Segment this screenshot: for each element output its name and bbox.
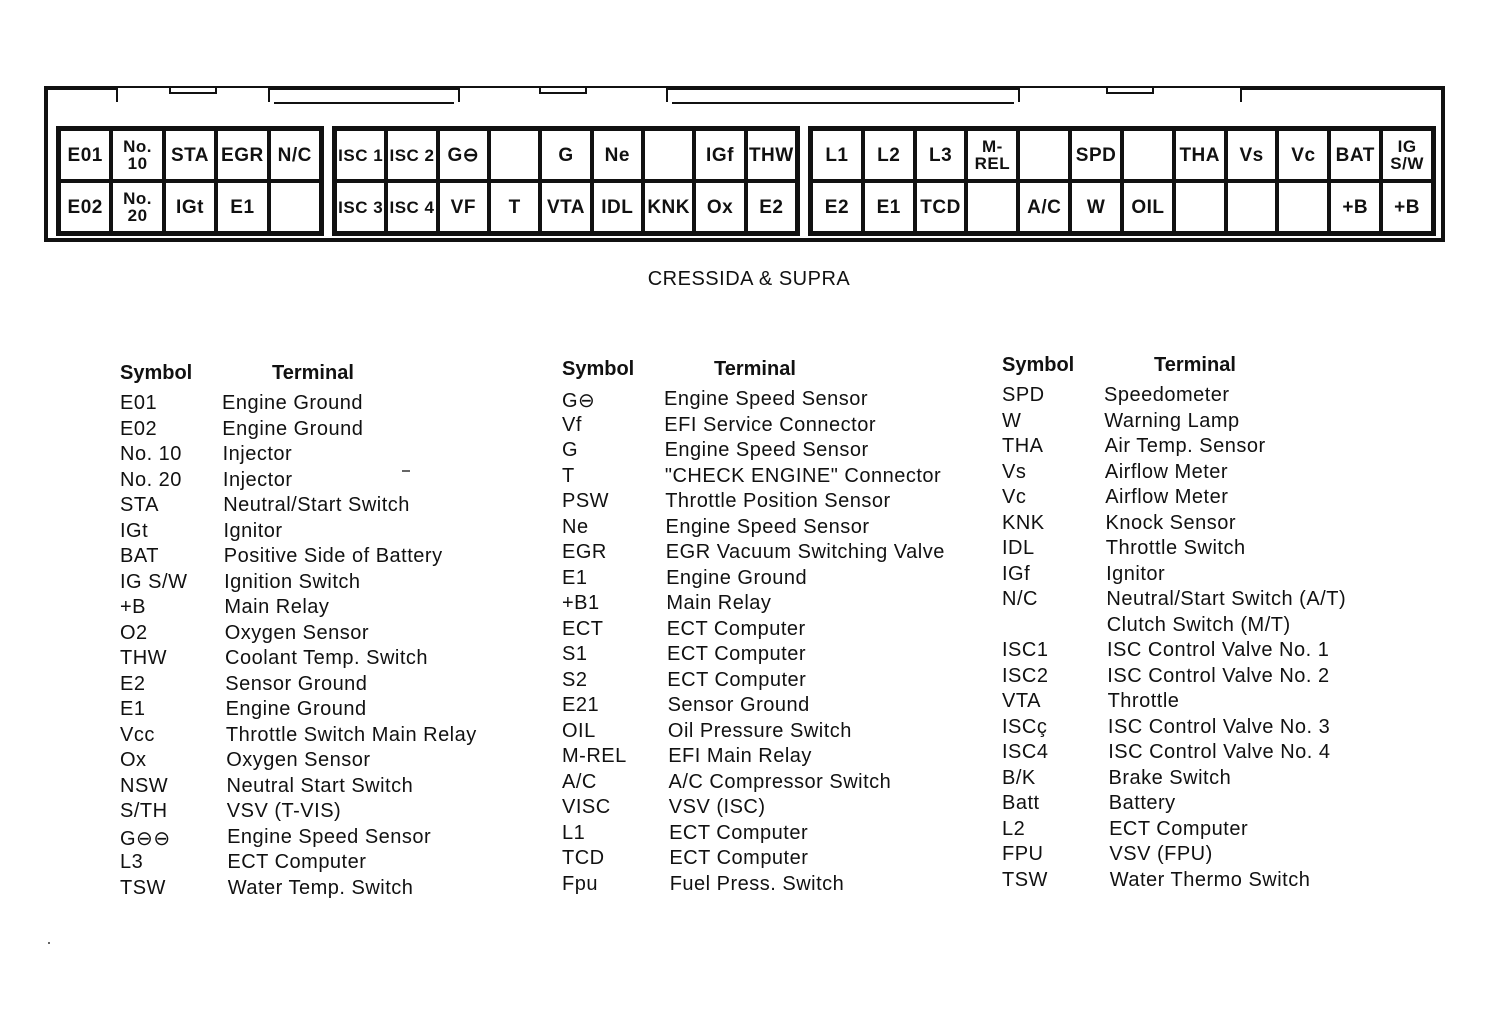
terminal-header: Terminal [714,358,796,380]
legend-row [120,571,560,597]
terminal-symbol: G [562,439,579,461]
connector-ridge [672,102,1014,110]
terminal-description: Engine Speed Sensor [664,439,869,461]
terminal-description: Engine Ground [225,698,367,720]
terminal-symbol: Vc [1002,486,1027,508]
connector-pin: Ox [694,181,745,233]
legend-row [562,541,1002,567]
legend-row [1002,537,1442,563]
legend-row [120,469,560,495]
terminal-description: Ignitor [223,519,283,542]
terminal-description: EFI Main Relay [668,745,812,767]
terminal-symbol: L1 [562,821,586,844]
ecu-connector-diagram [44,86,1445,242]
terminal-description: "CHECK ENGINE" Connector [664,464,942,487]
scan-speck [48,942,50,944]
legend-row [1002,716,1442,742]
connector-latch-1 [116,86,270,102]
terminal-symbol: L3 [120,851,144,873]
terminal-description: VSV (ISC) [668,796,766,818]
terminal-description: ISC Control Valve No. 2 [1107,664,1330,687]
terminal-description: ISC Control Valve No. 1 [1107,639,1330,661]
terminal-symbol: TCD [562,847,605,869]
legend-row [120,545,560,571]
terminal-symbol: BAT [120,545,159,567]
terminal-description: ECT Computer [227,851,367,873]
connector-pin: IGf [694,129,745,181]
connector-ridge [274,102,454,110]
terminal-symbol: FPU [1002,843,1044,865]
terminal-symbol: E2 [120,672,146,695]
terminal-header: Terminal [1154,354,1236,376]
connector-pin: THW [746,129,797,181]
legend-row [1002,639,1442,665]
terminal-symbol: M-REL [562,745,627,767]
terminal-symbol: TSW [120,876,166,899]
terminal-symbol: NSW [120,774,169,797]
connector-pin: L1 [811,129,863,181]
terminal-symbol: No. 10 [120,443,182,465]
legend-row [1002,767,1442,793]
terminal-symbol: N/C [1002,588,1038,610]
connector-pin: T [489,181,540,233]
legend-row [562,388,1002,414]
connector-pin: E1 [216,181,268,233]
legend-row [1002,614,1442,640]
terminal-symbol: Fpu [562,872,598,895]
terminal-description: Speedometer [1104,384,1230,406]
terminal-header: Terminal [272,362,354,384]
connector-pin: L3 [915,129,967,181]
connector-pin: Ne [592,129,643,181]
connector-pin: L2 [863,129,915,181]
terminal-description: EFI Service Connector [664,413,876,436]
terminal-description: Knock Sensor [1105,511,1237,534]
connector-pin: THA [1174,129,1226,181]
legend-row [562,822,1002,848]
terminal-symbol: IGf [1002,562,1031,585]
connector-block-1 [56,126,324,236]
terminal-symbol: L2 [1002,817,1026,840]
terminal-symbol: ISC2 [1002,664,1049,687]
terminal-description: ECT Computer [667,643,807,665]
legend-row [562,771,1002,797]
terminal-description: Water Temp. Switch [227,876,414,899]
legend-row [562,873,1002,899]
terminal-description: Coolant Temp. Switch [225,647,429,669]
terminal-symbol: A/C [562,770,597,793]
connector-pin: EGR [216,129,268,181]
legend-row [1002,792,1442,818]
terminal-symbol: S/TH [120,800,168,822]
terminal-description: Engine Ground [222,417,364,440]
terminal-symbol: IGt [120,519,149,542]
legend-row [120,418,560,444]
connector-pin: OIL [1122,181,1174,233]
terminal-description: Water Thermo Switch [1109,868,1311,891]
legend-row [562,490,1002,516]
terminal-description: ECT Computer [666,617,806,640]
connector-pin: Vc [1277,129,1329,181]
legend-row [562,439,1002,465]
terminal-description: VSV (FPU) [1109,843,1213,865]
terminal-symbol: VTA [1002,690,1041,712]
legend-row [120,443,560,469]
connector-pin: ISC 4 [386,181,437,233]
terminal-description: Oxygen Sensor [226,749,371,771]
terminal-description: Engine Ground [222,392,364,414]
terminal-symbol: +B [120,596,147,618]
connector-pin: VTA [540,181,591,233]
legend-row [562,567,1002,593]
terminal-description: Main Relay [224,596,330,618]
connector-pin [1226,181,1278,233]
connector-pin: E01 [59,129,111,181]
terminal-description: ECT Computer [1109,817,1249,840]
terminal-symbol: E1 [120,698,146,720]
connector-pin: ISC 3 [335,181,386,233]
connector-pin [489,129,540,181]
terminal-description: Throttle Switch Main Relay [225,723,477,746]
connector-pin: KNK [643,181,694,233]
legend-row [562,516,1002,542]
legend-row [120,596,560,622]
terminal-symbol: SPD [1002,384,1045,406]
terminal-description: Oil Pressure Switch [667,719,852,742]
legend-row [120,673,560,699]
terminal-symbol: No. 20 [120,468,182,491]
connector-pin: No. 10 [111,129,163,181]
connector-pin: BAT [1329,129,1381,181]
terminal-description: ECT Computer [667,668,807,691]
connector-pin [1122,129,1174,181]
connector-pin: W [1070,181,1122,233]
terminal-description: Sensor Ground [225,672,368,695]
connector-pin: No. 20 [111,181,163,233]
terminal-symbol: Vcc [120,723,155,746]
legend-row [120,826,560,852]
legend-row [1002,384,1442,410]
legend-row [562,796,1002,822]
connector-pin [269,181,321,233]
legend-row [1002,665,1442,691]
connector-pin [966,181,1018,233]
legend-row [1002,461,1442,487]
connector-pin: STA [164,129,216,181]
connector-pin: E2 [811,181,863,233]
connector-pin: Vs [1226,129,1278,181]
connector-pin: G⊖ [438,129,489,181]
connector-pin: E1 [863,181,915,233]
connector-pin: +B [1329,181,1381,233]
connector-pin: N/C [269,129,321,181]
terminal-description: Engine Speed Sensor [665,515,870,538]
terminal-description: Injector [222,468,293,491]
terminal-symbol: OIL [562,719,596,742]
legend-row [1002,588,1442,614]
legend-row [1002,741,1442,767]
legend-row [1002,843,1442,869]
terminal-symbol: IG S/W [120,570,188,593]
terminal-symbol: STA [120,494,159,516]
terminal-symbol: G⊖⊖ [120,827,171,850]
terminal-symbol: THA [1002,435,1044,457]
connector-pin [1018,129,1070,181]
terminal-description: Airflow Meter [1104,460,1229,483]
connector-pin: VF [438,181,489,233]
terminal-symbol: E01 [120,392,158,414]
terminal-description: Clutch Switch (M/T) [1106,613,1291,636]
terminal-description: Throttle Switch [1105,537,1246,559]
terminal-description: Positive Side of Battery [223,545,443,567]
terminal-symbol: S2 [562,668,588,691]
terminal-description: Fuel Press. Switch [669,872,845,895]
legend-row [562,618,1002,644]
terminal-description: Engine Ground [666,566,808,589]
connector-latch-3 [1018,86,1242,102]
terminal-symbol: Vf [562,413,582,436]
terminal-description: Oxygen Sensor [224,621,370,644]
terminal-symbol: E21 [562,694,600,716]
legend-row [562,745,1002,771]
terminal-symbol: T [562,464,575,487]
terminal-description: Brake Switch [1108,766,1232,789]
legend-row [1002,818,1442,844]
terminal-symbol: E02 [120,417,158,440]
terminal-description: Sensor Ground [667,694,810,716]
terminal-description: ECT Computer [669,847,809,869]
terminal-symbol: E1 [562,566,588,589]
symbol-header: Symbol [1002,354,1075,376]
legend-row [120,851,560,877]
legend-row [562,592,1002,618]
legend-row [562,720,1002,746]
legend-row [1002,869,1442,895]
connector-pin: ISC 2 [386,129,437,181]
legend-row [562,643,1002,669]
legend-row [120,800,560,826]
legend-row [1002,435,1442,461]
legend-row [120,494,560,520]
connector-pin: TCD [915,181,967,233]
legend-row [120,520,560,546]
connector-pin: SPD [1070,129,1122,181]
connector-pin: ISC 1 [335,129,386,181]
terminal-symbol: O2 [120,621,148,644]
terminal-description: Throttle Position Sensor [665,490,891,512]
terminal-description: EGR Vacuum Switching Valve [665,541,945,563]
symbol-header: Symbol [120,362,193,384]
legend-row [1002,690,1442,716]
terminal-legend-column-2 [562,358,1002,898]
terminal-description: Main Relay [666,592,772,614]
legend-row [562,465,1002,491]
legend-row [120,749,560,775]
terminal-description: Engine Speed Sensor [227,825,432,848]
connector-pin: E2 [746,181,797,233]
connector-pin [1174,181,1226,233]
terminal-description: Throttle [1107,690,1180,712]
connector-pin: M-REL [966,129,1018,181]
terminal-description: ECT Computer [669,821,809,844]
connector-block-2 [332,126,800,236]
scan-mark [402,470,410,472]
connector-pin: G [540,129,591,181]
terminal-symbol: TSW [1002,868,1048,891]
legend-row [562,414,1002,440]
legend-row [120,392,560,418]
connector-latch-2 [458,86,668,102]
legend-row [1002,563,1442,589]
terminal-description: Injector [222,443,293,465]
legend-row [1002,512,1442,538]
terminal-description: ISC Control Valve No. 3 [1107,715,1331,738]
legend-row [120,622,560,648]
terminal-description: Neutral/Start Switch [223,494,410,516]
terminal-description: Battery [1108,792,1176,814]
terminal-symbol: VISC [562,796,611,818]
terminal-description: Neutral/Start Switch (A/T) [1106,588,1347,610]
terminal-description: Ignitor [1106,562,1166,585]
terminal-description: Airflow Meter [1105,486,1229,508]
connector-pin: E02 [59,181,111,233]
terminal-symbol: W [1002,409,1022,432]
terminal-description: Air Temp. Sensor [1104,435,1266,457]
legend-row [562,669,1002,695]
terminal-symbol: PSW [562,490,610,512]
terminal-symbol: G⊖ [562,390,596,412]
terminal-symbol: ISC1 [1002,639,1049,661]
terminal-symbol: Ne [562,515,589,538]
terminal-description: VSV (T-VIS) [226,800,342,822]
connector-pin [643,129,694,181]
connector-pin [1277,181,1329,233]
legend-row [1002,486,1442,512]
legend-row [120,877,560,903]
terminal-symbol: ECT [562,617,604,640]
legend-row [1002,410,1442,436]
terminal-symbol: B/K [1002,766,1036,789]
legend-row [120,775,560,801]
terminal-description: A/C Compressor Switch [668,770,892,793]
symbol-header: Symbol [562,358,635,380]
terminal-legend-column-1 [120,362,560,902]
legend-row [120,698,560,724]
terminal-symbol: KNK [1002,511,1045,534]
terminal-symbol: THW [120,647,168,669]
terminal-description: ISC Control Valve No. 4 [1108,741,1331,763]
terminal-description: Engine Speed Sensor [664,388,869,410]
terminal-legend-column-3 [1002,354,1442,894]
terminal-symbol: IDL [1002,537,1035,559]
legend-row [562,694,1002,720]
terminal-symbol: EGR [562,541,607,563]
connector-block-3 [808,126,1436,236]
legend-row [120,724,560,750]
connector-pin: IGt [164,181,216,233]
connector-pin: +B [1381,181,1433,233]
terminal-description: Warning Lamp [1104,409,1240,432]
terminal-symbol: Ox [120,749,147,771]
terminal-symbol: Vs [1002,460,1027,483]
terminal-symbol: Batt [1002,792,1040,814]
diagram-caption: CRESSIDA & SUPRA [647,268,851,290]
terminal-symbol: S1 [562,643,588,665]
terminal-description: Ignition Switch [224,570,361,593]
connector-pin: A/C [1018,181,1070,233]
connector-pin: IG S/W [1381,129,1433,181]
terminal-symbol: ISC4 [1002,741,1049,763]
terminal-description: Neutral Start Switch [226,774,414,797]
legend-row [562,847,1002,873]
connector-pin: IDL [592,181,643,233]
legend-row [120,647,560,673]
terminal-symbol: ISCç [1002,715,1048,738]
terminal-symbol: +B1 [562,592,600,614]
